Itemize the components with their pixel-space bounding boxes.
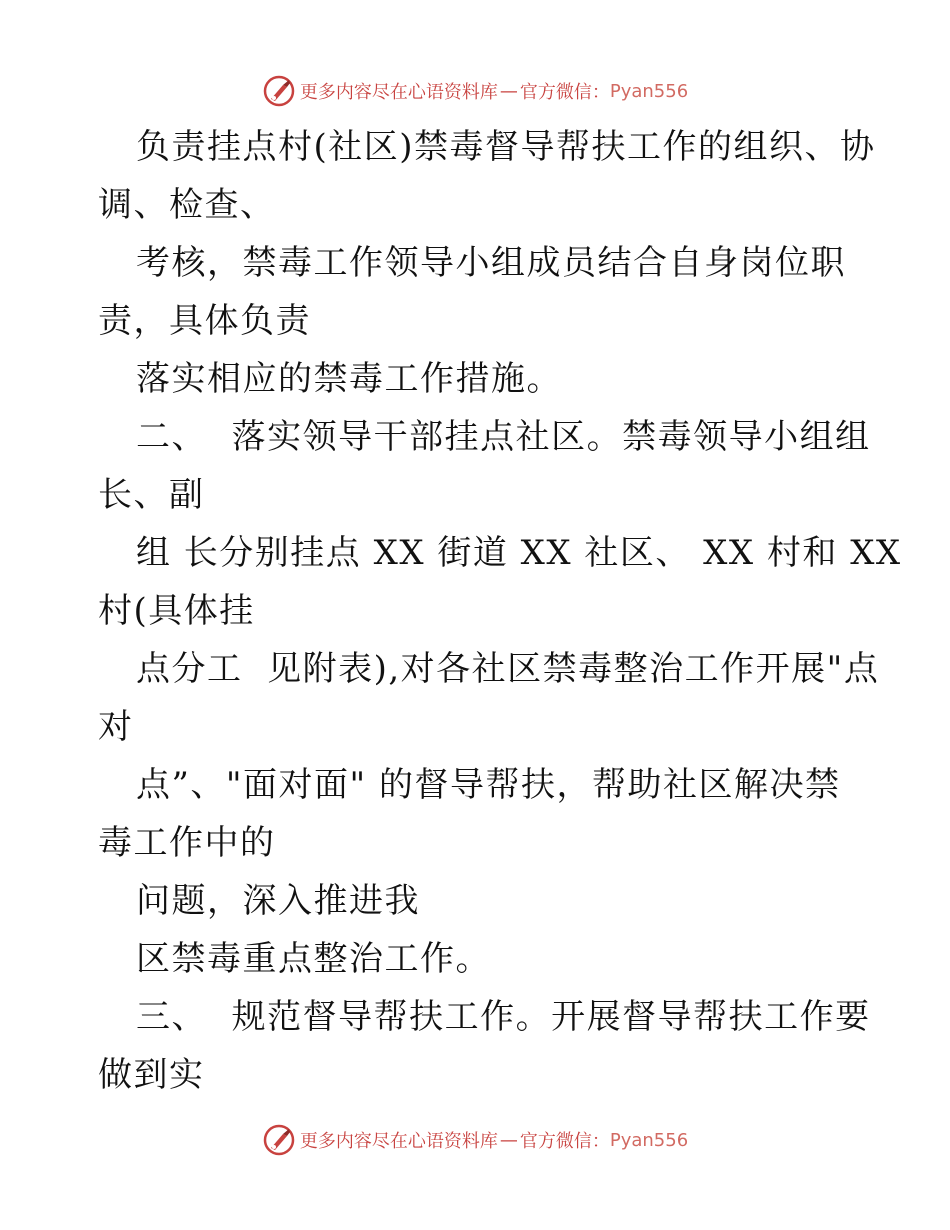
watermark-separator: — xyxy=(499,1129,518,1151)
text-line: 考核，禁毒工作领导小组成员结合自身岗位职 xyxy=(136,243,846,283)
text-line: 二、 落实领导干部挂点社区。禁毒领导小组组 xyxy=(136,417,871,457)
text-line: 点分工 见附表),对各社区禁毒整治工作开展"点 xyxy=(136,649,880,689)
watermark-site-text: 更多内容尽在心语资料库 xyxy=(299,1131,498,1152)
watermark-wechat-id: Pyan556 xyxy=(609,80,689,102)
text-line: 调、检查、 xyxy=(98,185,276,225)
text-line: 点”、"面对面" 的督导帮扶，帮助社区解决禁 xyxy=(136,765,841,805)
document-body xyxy=(98,118,902,1104)
watermark-official-label: 官方微信： xyxy=(519,82,610,103)
quill-pen-logo-icon xyxy=(262,1123,296,1157)
text-line: 对 xyxy=(98,707,134,747)
footer-watermark xyxy=(0,1120,950,1160)
quill-pen-logo-icon xyxy=(262,74,296,108)
text-line: 责，具体负责 xyxy=(98,301,311,341)
header-watermark xyxy=(0,71,950,111)
text-line: 组 长分别挂点 XX 街道 XX 社区、 XX 村和 XX xyxy=(136,533,902,573)
text-line: 村(具体挂 xyxy=(98,591,255,631)
text-line: 区禁毒重点整治工作。 xyxy=(136,939,491,979)
text-line: 负责挂点村(社区)禁毒督导帮扶工作的组织、协 xyxy=(136,127,876,167)
watermark-wechat-id: Pyan556 xyxy=(609,1129,689,1151)
watermark-site-text: 更多内容尽在心语资料库 xyxy=(299,82,498,103)
text-line: 问题，深入推进我 xyxy=(136,881,420,921)
watermark-separator: — xyxy=(499,80,518,102)
text-line: 毒工作中的 xyxy=(98,823,276,863)
watermark-official-label: 官方微信： xyxy=(519,1131,610,1152)
text-line: 做到实 xyxy=(98,1055,205,1095)
text-line: 落实相应的禁毒工作措施。 xyxy=(136,359,562,399)
text-line: 三、 规范督导帮扶工作。开展督导帮扶工作要 xyxy=(136,997,871,1037)
text-line: 长、副 xyxy=(98,475,205,515)
